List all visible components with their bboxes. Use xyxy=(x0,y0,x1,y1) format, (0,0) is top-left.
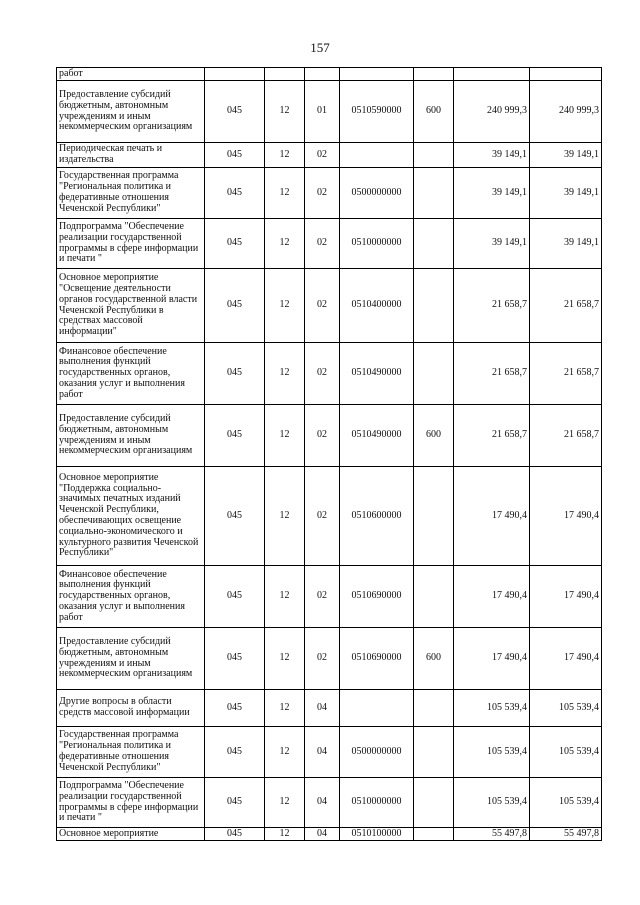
target-article-cell: 0510400000 xyxy=(340,269,414,343)
expense-type-cell xyxy=(414,343,454,405)
target-article-cell: 0510490000 xyxy=(340,343,414,405)
sum-cell-1: 105 539,4 xyxy=(454,778,530,828)
section-cell xyxy=(265,68,305,81)
sum-cell-2: 105 539,4 xyxy=(530,727,602,778)
sum-cell-1: 240 999,3 xyxy=(454,81,530,143)
ministry-cell: 045 xyxy=(205,269,265,343)
section-cell: 12 xyxy=(265,343,305,405)
expense-type-cell xyxy=(414,219,454,269)
sum-cell-2: 21 658,7 xyxy=(530,343,602,405)
expense-type-cell xyxy=(414,143,454,168)
sum-cell-1: 21 658,7 xyxy=(454,269,530,343)
table-row xyxy=(57,269,602,343)
subsection-cell: 02 xyxy=(305,143,340,168)
table-row xyxy=(57,467,602,566)
row-name-cell: Подпрограмма "Обеспечение реализации государственной программы в сфере информации и печати " xyxy=(57,778,205,828)
section-cell: 12 xyxy=(265,828,305,841)
subsection-cell: 04 xyxy=(305,727,340,778)
row-name-cell: Финансовое обеспечение выполнения функций государственных органов, оказания услуг и выполнения работ xyxy=(57,566,205,628)
table-row xyxy=(57,727,602,778)
sum-cell-1: 21 658,7 xyxy=(454,343,530,405)
sum-cell-1: 55 497,8 xyxy=(454,828,530,841)
target-article-cell xyxy=(340,690,414,727)
expense-type-cell xyxy=(414,566,454,628)
ministry-cell xyxy=(205,68,265,81)
target-article-cell: 0510100000 xyxy=(340,828,414,841)
sum-cell-2: 17 490,4 xyxy=(530,566,602,628)
subsection-cell: 02 xyxy=(305,269,340,343)
ministry-cell: 045 xyxy=(205,828,265,841)
subsection-cell xyxy=(305,68,340,81)
sum-cell-1: 21 658,7 xyxy=(454,405,530,467)
target-article-cell xyxy=(340,143,414,168)
target-article-cell: 0510690000 xyxy=(340,628,414,690)
section-cell: 12 xyxy=(265,405,305,467)
sum-cell-2: 21 658,7 xyxy=(530,405,602,467)
table-body xyxy=(57,68,602,841)
subsection-cell: 01 xyxy=(305,81,340,143)
subsection-cell: 04 xyxy=(305,778,340,828)
target-article-cell: 0500000000 xyxy=(340,168,414,219)
section-cell: 12 xyxy=(265,690,305,727)
row-name-cell: Другие вопросы в области средств массовой информации xyxy=(57,690,205,727)
table-row xyxy=(57,628,602,690)
section-cell: 12 xyxy=(265,219,305,269)
row-name-cell: Предоставление субсидий бюджетным, автономным учреждениям и иным некоммерческим организациям xyxy=(57,628,205,690)
row-name-cell: Основное мероприятие xyxy=(57,828,205,841)
ministry-cell: 045 xyxy=(205,405,265,467)
target-article-cell: 0510600000 xyxy=(340,467,414,566)
sum-cell-1: 17 490,4 xyxy=(454,628,530,690)
ministry-cell: 045 xyxy=(205,168,265,219)
budget-table xyxy=(56,67,602,841)
section-cell: 12 xyxy=(265,628,305,690)
target-article-cell xyxy=(340,68,414,81)
sum-cell-1: 39 149,1 xyxy=(454,143,530,168)
sum-cell-2: 39 149,1 xyxy=(530,219,602,269)
ministry-cell: 045 xyxy=(205,566,265,628)
subsection-cell: 02 xyxy=(305,566,340,628)
target-article-cell: 0510590000 xyxy=(340,81,414,143)
section-cell: 12 xyxy=(265,566,305,628)
sum-cell-1 xyxy=(454,68,530,81)
ministry-cell: 045 xyxy=(205,727,265,778)
row-name-cell: Государственная программа "Региональная политика и федеративные отношения Чеченской Республики" xyxy=(57,727,205,778)
table-row xyxy=(57,168,602,219)
sum-cell-1: 17 490,4 xyxy=(454,566,530,628)
ministry-cell: 045 xyxy=(205,143,265,168)
sum-cell-1: 105 539,4 xyxy=(454,690,530,727)
row-name-cell: Предоставление субсидий бюджетным, автономным учреждениям и иным некоммерческим организациям xyxy=(57,81,205,143)
table-row xyxy=(57,405,602,467)
sum-cell-2: 17 490,4 xyxy=(530,467,602,566)
table-row xyxy=(57,343,602,405)
expense-type-cell xyxy=(414,467,454,566)
expense-type-cell xyxy=(414,690,454,727)
subsection-cell: 02 xyxy=(305,219,340,269)
target-article-cell: 0510690000 xyxy=(340,566,414,628)
expense-type-cell xyxy=(414,168,454,219)
table-row xyxy=(57,219,602,269)
subsection-cell: 02 xyxy=(305,343,340,405)
target-article-cell: 0500000000 xyxy=(340,727,414,778)
sum-cell-1: 17 490,4 xyxy=(454,467,530,566)
subsection-cell: 02 xyxy=(305,168,340,219)
row-name-cell: Основное мероприятие "Освещение деятельности органов государственной власти Чеченской Республики в средствах массовой информации" xyxy=(57,269,205,343)
sum-cell-2: 105 539,4 xyxy=(530,778,602,828)
subsection-cell: 02 xyxy=(305,467,340,566)
row-name-cell: Периодическая печать и издательства xyxy=(57,143,205,168)
row-name-cell: Основное мероприятие "Поддержка социально-значимых печатных изданий Чеченской Республики, обеспечивающих освещение социально-экономического и культурного развития Чеченской Республики" xyxy=(57,467,205,566)
row-name-cell: Государственная программа "Региональная политика и федеративные отношения Чеченской Республики" xyxy=(57,168,205,219)
ministry-cell: 045 xyxy=(205,219,265,269)
expense-type-cell: 600 xyxy=(414,81,454,143)
sum-cell-2: 240 999,3 xyxy=(530,81,602,143)
sum-cell-2: 21 658,7 xyxy=(530,269,602,343)
expense-type-cell xyxy=(414,727,454,778)
row-name-cell: работ xyxy=(57,68,205,81)
row-name-cell: Подпрограмма "Обеспечение реализации государственной программы в сфере информации и печати " xyxy=(57,219,205,269)
sum-cell-2: 55 497,8 xyxy=(530,828,602,841)
table-row xyxy=(57,828,602,841)
ministry-cell: 045 xyxy=(205,81,265,143)
target-article-cell: 0510490000 xyxy=(340,405,414,467)
row-name-cell: Финансовое обеспечение выполнения функций государственных органов, оказания услуг и выполнения работ xyxy=(57,343,205,405)
subsection-cell: 04 xyxy=(305,828,340,841)
expense-type-cell: 600 xyxy=(414,405,454,467)
section-cell: 12 xyxy=(265,467,305,566)
ministry-cell: 045 xyxy=(205,690,265,727)
sum-cell-1: 39 149,1 xyxy=(454,168,530,219)
subsection-cell: 02 xyxy=(305,628,340,690)
section-cell: 12 xyxy=(265,727,305,778)
expense-type-cell xyxy=(414,68,454,81)
sum-cell-2: 39 149,1 xyxy=(530,143,602,168)
expense-type-cell xyxy=(414,778,454,828)
sum-cell-2: 39 149,1 xyxy=(530,168,602,219)
expense-type-cell xyxy=(414,269,454,343)
sum-cell-1: 39 149,1 xyxy=(454,219,530,269)
ministry-cell: 045 xyxy=(205,343,265,405)
table-row xyxy=(57,68,602,81)
expense-type-cell xyxy=(414,828,454,841)
expense-type-cell: 600 xyxy=(414,628,454,690)
page-number: 157 xyxy=(310,40,330,55)
section-cell: 12 xyxy=(265,778,305,828)
sum-cell-2: 105 539,4 xyxy=(530,690,602,727)
table-row xyxy=(57,143,602,168)
subsection-cell: 04 xyxy=(305,690,340,727)
target-article-cell: 0510000000 xyxy=(340,219,414,269)
row-name-cell: Предоставление субсидий бюджетным, автономным учреждениям и иным некоммерческим организациям xyxy=(57,405,205,467)
sum-cell-2 xyxy=(530,68,602,81)
section-cell: 12 xyxy=(265,269,305,343)
table-row xyxy=(57,81,602,143)
table-row xyxy=(57,778,602,828)
subsection-cell: 02 xyxy=(305,405,340,467)
table-row xyxy=(57,566,602,628)
section-cell: 12 xyxy=(265,143,305,168)
ministry-cell: 045 xyxy=(205,467,265,566)
ministry-cell: 045 xyxy=(205,778,265,828)
target-article-cell: 0510000000 xyxy=(340,778,414,828)
table-row xyxy=(57,690,602,727)
sum-cell-2: 17 490,4 xyxy=(530,628,602,690)
section-cell: 12 xyxy=(265,168,305,219)
sum-cell-1: 105 539,4 xyxy=(454,727,530,778)
ministry-cell: 045 xyxy=(205,628,265,690)
section-cell: 12 xyxy=(265,81,305,143)
